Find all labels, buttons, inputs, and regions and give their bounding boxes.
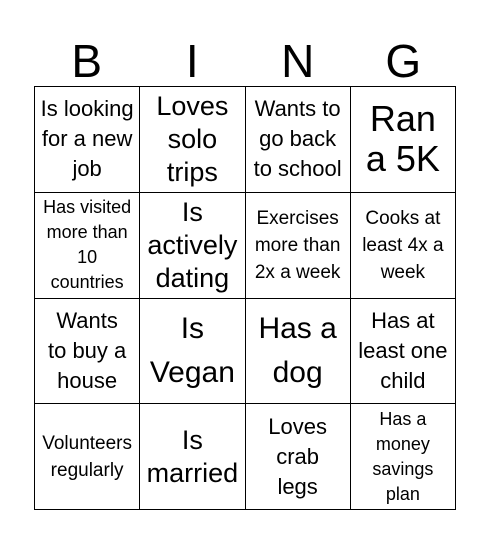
bingo-cell-13[interactable] [35, 404, 140, 510]
bingo-cell-14[interactable] [140, 404, 245, 510]
cell-text: Ran a 5K [365, 98, 440, 180]
header-letter-b: B [71, 35, 103, 87]
cell-text: Is Vegan [149, 311, 235, 389]
cell-text: Loves crab legs [268, 413, 327, 499]
cell-text: Wants to go back to school [253, 96, 342, 182]
cell-text: Is married [146, 424, 239, 488]
cell-text: Is looking for a new job [40, 96, 134, 182]
bingo-header [34, 36, 456, 86]
bingo-cell-11[interactable] [246, 299, 351, 405]
bingo-grid [34, 86, 456, 510]
cell-text: Has a money savings plan [372, 408, 434, 504]
bingo-cell-3[interactable] [246, 87, 351, 193]
header-letter-i: I [185, 35, 199, 87]
cell-text: Is actively dating [147, 196, 238, 293]
cell-text: Exercises more than 2x a week [254, 207, 341, 283]
bingo-cell-10[interactable] [140, 299, 245, 405]
bingo-cell-1[interactable] [35, 87, 140, 193]
bingo-cell-12[interactable] [351, 299, 456, 405]
cell-text: Volunteers regularly [42, 432, 133, 481]
cell-text: Cooks at least 4x a week [362, 207, 444, 283]
bingo-cell-6[interactable] [140, 193, 245, 299]
bingo-cell-15[interactable] [246, 404, 351, 510]
cell-text: Wants to buy a house [47, 307, 127, 393]
bingo-cell-5[interactable] [35, 193, 140, 299]
bingo-cell-2[interactable] [140, 87, 245, 193]
cell-text: Loves solo trips [156, 90, 229, 187]
bingo-cell-9[interactable] [35, 299, 140, 405]
cell-text: Has a dog [258, 311, 337, 389]
bingo-cell-7[interactable] [246, 193, 351, 299]
cell-text: Has visited more than 10 countries [43, 197, 132, 293]
header-letter-g: G [385, 35, 422, 87]
bingo-cell-16[interactable] [351, 404, 456, 510]
header-letter-n: N [281, 35, 315, 87]
cell-text: Has at least one child [358, 307, 448, 393]
bingo-cell-4[interactable] [351, 87, 456, 193]
bingo-cell-8[interactable] [351, 193, 456, 299]
